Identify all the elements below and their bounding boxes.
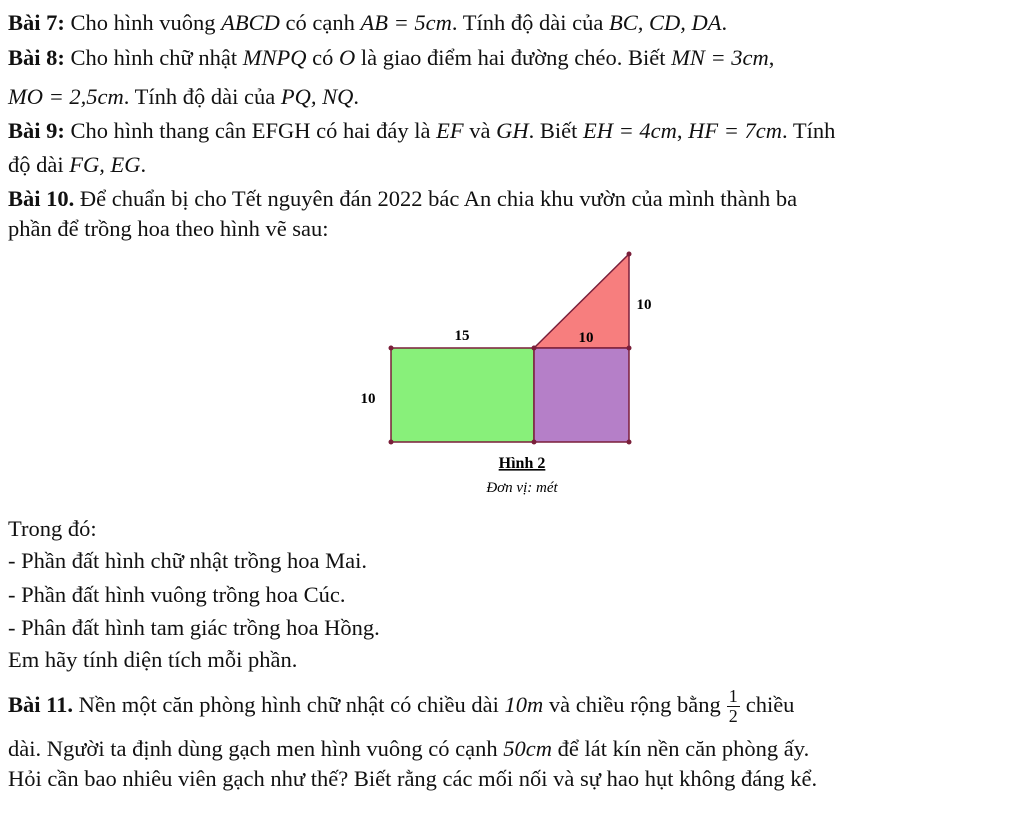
list-item-text: - Phân đất hình tam giác trồng hoa Hồng. bbox=[8, 615, 380, 640]
list-item bbox=[8, 548, 1018, 574]
bai11-text: để lát kín nền căn phòng ấy. bbox=[552, 736, 810, 761]
bai9-text: , bbox=[676, 118, 689, 143]
bai7-math: AB = 5cm bbox=[360, 10, 452, 35]
bai11-text: chiều bbox=[745, 692, 795, 717]
bai8-math: PQ, NQ bbox=[280, 84, 354, 109]
bai9-text: . bbox=[140, 152, 147, 177]
bai8-text: có bbox=[306, 45, 339, 70]
bai10-label: Bài 10. bbox=[8, 186, 75, 211]
bai10-question bbox=[8, 647, 1018, 673]
bai8-label: Bài 8: bbox=[8, 45, 65, 70]
figure-caption: Hình 2 bbox=[498, 455, 546, 472]
bai11-math: 50cm bbox=[503, 736, 552, 761]
fraction-numerator: 1 bbox=[728, 686, 738, 707]
trong-do-text: Trong đó: bbox=[8, 516, 97, 541]
bai9-label: Bài 9: bbox=[8, 118, 65, 143]
vertex-point bbox=[627, 440, 632, 445]
label-triangle-side: 10 bbox=[636, 297, 652, 313]
figure-unit: Đơn vị: mét bbox=[486, 480, 558, 496]
fraction-one-half bbox=[727, 687, 740, 726]
bai9-text: Cho hình thang cân EFGH có hai đáy là bbox=[64, 118, 437, 143]
bai8-text: . bbox=[353, 84, 359, 109]
vertex-point bbox=[627, 346, 632, 351]
bai8-math: MO = 2,5cm bbox=[8, 84, 124, 109]
bai10-text: Để chuẩn bị cho Tết nguyên đán 2022 bác An chia khu vườn của mình thành ba bbox=[74, 186, 798, 211]
bai7-label: Bài 7: bbox=[8, 10, 65, 35]
bai7-math: BC, CD, DA bbox=[608, 10, 722, 35]
bai8-text: Cho hình chữ nhật bbox=[64, 45, 243, 70]
bai11-text: dài. Người ta định dùng gạch men hình vuông có cạnh bbox=[8, 736, 504, 761]
bai9-text: và bbox=[463, 118, 497, 143]
bai11-text: Nền một căn phòng hình chữ nhật có chiều dài bbox=[73, 692, 505, 717]
list-item-text: - Phần đất hình chữ nhật trồng hoa Mai. bbox=[8, 548, 368, 573]
bai7-text: . Tính độ dài của bbox=[451, 10, 609, 35]
bai7-text: . bbox=[721, 10, 728, 35]
bai8-math: MNPQ bbox=[242, 45, 307, 70]
label-rect-top: 15 bbox=[454, 328, 470, 344]
bai9-math: HF = 7cm bbox=[688, 118, 783, 143]
bai11-text: và chiều rộng bằng bbox=[543, 692, 721, 717]
bai10-question-text: Em hãy tính diện tích mỗi phần. bbox=[8, 647, 298, 672]
rectangle-mai-plot bbox=[391, 348, 534, 442]
bai9-math: EH = 4cm bbox=[582, 118, 677, 143]
bai7-text: có cạnh bbox=[279, 10, 361, 35]
trong-do bbox=[8, 516, 1018, 542]
list-item-text: - Phần đất hình vuông trồng hoa Cúc. bbox=[8, 582, 346, 607]
bai9-math: FG, EG bbox=[69, 152, 141, 177]
fraction-denominator: 2 bbox=[728, 706, 738, 727]
bai8-math: O bbox=[338, 45, 356, 70]
vertex-point bbox=[532, 440, 537, 445]
bai10-text: phần để trồng hoa theo hình vẽ sau: bbox=[8, 216, 329, 241]
bai8-text: , bbox=[768, 45, 775, 70]
vertex-point bbox=[532, 346, 537, 351]
list-item bbox=[8, 582, 1018, 608]
bai11-math: 10m bbox=[504, 692, 544, 717]
bai9-math: GH bbox=[496, 118, 529, 143]
bai7-math: ABCD bbox=[221, 10, 280, 35]
vertex-point bbox=[389, 346, 394, 351]
bai7-text: Cho hình vuông bbox=[64, 10, 222, 35]
vertex-point bbox=[389, 440, 394, 445]
label-triangle-base: 10 bbox=[578, 330, 594, 346]
square-cuc-plot bbox=[534, 348, 629, 442]
bai11-label: Bài 11. bbox=[8, 692, 74, 717]
bai8-text: . Tính độ dài của bbox=[123, 84, 281, 109]
list-item bbox=[8, 615, 1018, 641]
bai11-text: Hỏi cần bao nhiêu viên gạch như thế? Biết rằng các mối nối và sự hao hụt không đáng kể. bbox=[8, 766, 818, 791]
bai11-line-3 bbox=[8, 766, 1018, 792]
bai9-text: . Biết bbox=[528, 118, 583, 143]
bai8-math: MN = 3cm bbox=[671, 45, 769, 70]
label-rect-left: 10 bbox=[360, 391, 376, 407]
bai11-line-1 bbox=[8, 680, 1018, 730]
bai9-text: . Tính bbox=[782, 118, 836, 143]
bai8-text: là giao điểm hai đường chéo. Biết bbox=[355, 45, 672, 70]
bai11-line-2 bbox=[8, 736, 1018, 762]
bai9-text: độ dài bbox=[8, 152, 70, 177]
bai9-math: EF bbox=[436, 118, 464, 143]
vertex-point bbox=[627, 252, 632, 257]
